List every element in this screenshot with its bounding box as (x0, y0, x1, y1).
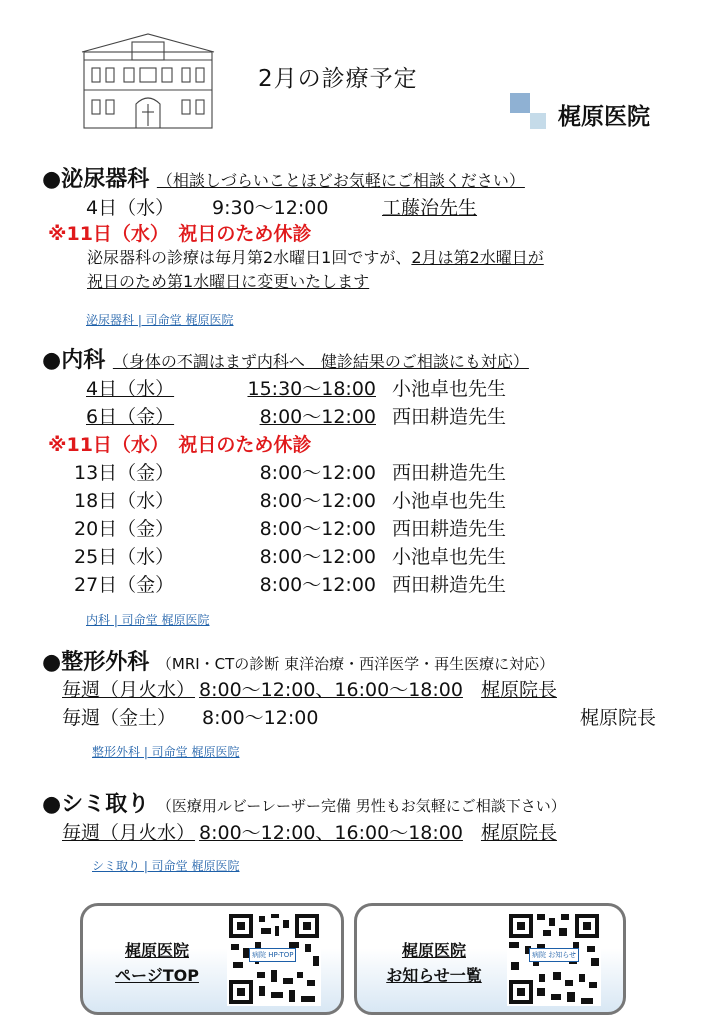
internal-row-2 (86, 402, 506, 429)
internal-row-1 (86, 374, 506, 401)
schedule-doctor: 梶原院長 (579, 707, 656, 729)
schedule-day: 毎週（金土） (62, 707, 177, 729)
ortho-link[interactable]: 整形外科 | 司命堂 梶原医院 (92, 745, 240, 759)
schedule-doctor: 小池卓也先生 (392, 378, 507, 400)
internal-note: （身体の不調はまず内科へ 健診結果のご相談にも対応） (112, 352, 529, 371)
schedule-day: 4日（水） (86, 378, 175, 400)
schedule-day: 4日（水） (86, 197, 175, 219)
card-label (369, 938, 499, 988)
internal-heading: ●内科 (42, 348, 106, 373)
schedule-time: 8:00〜12:00 (259, 546, 376, 568)
schedule-day: 20日（金） (74, 518, 175, 540)
schedule-doctor: 西田耕造先生 (392, 462, 507, 484)
qr-code[interactable] (227, 912, 321, 1006)
ortho-row-1 (62, 675, 658, 702)
schedule-doctor: 工藤治先生 (382, 197, 478, 219)
urology-paragraph (87, 246, 544, 294)
internal-link[interactable]: 内科 | 司命堂 梶原医院 (86, 613, 210, 627)
card-label (97, 938, 217, 988)
schedule-time: 15:30〜18:00 (247, 378, 376, 400)
urology-holiday: ※11日（水） 祝日のため休診 (48, 223, 312, 245)
card-label-line2: ページTOP (115, 966, 199, 985)
ortho-row-2 (62, 703, 658, 730)
building-illustration (78, 30, 218, 130)
spots-section-heading (42, 787, 566, 818)
schedule-day: 6日（金） (86, 406, 175, 428)
schedule-doctor: 西田耕造先生 (392, 406, 507, 428)
schedule-day: 18日（水） (74, 490, 175, 512)
internal-section-heading (42, 343, 529, 374)
spots-link[interactable]: シミ取り | 司命堂 梶原医院 (92, 859, 240, 873)
internal-row (74, 542, 506, 569)
news-link-card[interactable] (354, 903, 626, 1015)
logo-square-dark (510, 93, 530, 113)
urology-section-heading (42, 162, 525, 193)
schedule-doctor: 小池卓也先生 (392, 490, 507, 512)
homepage-link-card[interactable] (80, 903, 344, 1015)
schedule-time: 8:00〜12:00、16:00〜18:00 (199, 679, 463, 701)
card-label-line2: お知らせ一覧 (386, 966, 482, 985)
internal-row (74, 458, 506, 485)
para-line1a: 泌尿器科の診療は毎月第2水曜日1回ですが、 (87, 248, 412, 267)
schedule-time: 8:00〜12:00 (259, 518, 376, 540)
spots-heading: ●シミ取り (42, 792, 150, 817)
para-line2: 祝日のため第1水曜日に変更いたします (87, 272, 370, 291)
schedule-time: 8:00〜12:00 (259, 462, 376, 484)
logo-square-light (530, 113, 546, 129)
schedule-doctor: 梶原院長 (480, 679, 557, 701)
urology-link[interactable]: 泌尿器科 | 司命堂 梶原医院 (86, 313, 234, 327)
ortho-section-heading (42, 645, 554, 676)
urology-note: （相談しづらいことほどお気軽にご相談ください） (156, 171, 525, 190)
urology-heading: ●泌尿器科 (42, 167, 150, 192)
schedule-day: 毎週（月火水） (62, 679, 196, 701)
schedule-time: 8:00〜12:00 (259, 406, 376, 428)
schedule-time: 9:30〜12:00 (212, 197, 329, 219)
clinic-name: 梶原医院 (558, 103, 650, 130)
spots-note: （医療用ルビーレーザー完備 男性もお気軽にご相談下さい） (156, 797, 566, 815)
card-label-line1: 梶原医院 (401, 941, 466, 960)
schedule-time: 8:00〜12:00 (202, 707, 319, 729)
schedule-time: 8:00〜12:00、16:00〜18:00 (199, 822, 463, 844)
internal-row (74, 514, 506, 541)
schedule-day: 25日（水） (74, 546, 175, 568)
schedule-time: 8:00〜12:00 (259, 490, 376, 512)
schedule-day: 13日（金） (74, 462, 175, 484)
card-label-line1: 梶原医院 (124, 941, 189, 960)
schedule-doctor: 梶原院長 (480, 822, 557, 844)
qr-label: 病院 HP-TOP (249, 948, 296, 962)
spots-row-1 (62, 818, 658, 845)
schedule-doctor: 西田耕造先生 (392, 518, 507, 540)
ortho-note: （MRI・CTの診断 東洋治療・西洋医学・再生医療に対応） (156, 655, 555, 673)
ortho-heading: ●整形外科 (42, 650, 150, 675)
schedule-time: 8:00〜12:00 (259, 574, 376, 596)
qr-code[interactable] (507, 912, 601, 1006)
schedule-doctor: 西田耕造先生 (392, 574, 507, 596)
internal-row (74, 570, 506, 597)
page-title: 2月の診療予定 (258, 66, 418, 92)
qr-label: 病院 お知らせ (529, 948, 579, 962)
schedule-day: 毎週（月火水） (62, 822, 196, 844)
para-line1b: 2月は第2水曜日が (411, 248, 544, 267)
internal-holiday: ※11日（水） 祝日のため休診 (48, 434, 312, 456)
internal-row (74, 486, 506, 513)
schedule-day: 27日（金） (74, 574, 175, 596)
urology-row (86, 193, 496, 220)
schedule-doctor: 小池卓也先生 (392, 546, 507, 568)
